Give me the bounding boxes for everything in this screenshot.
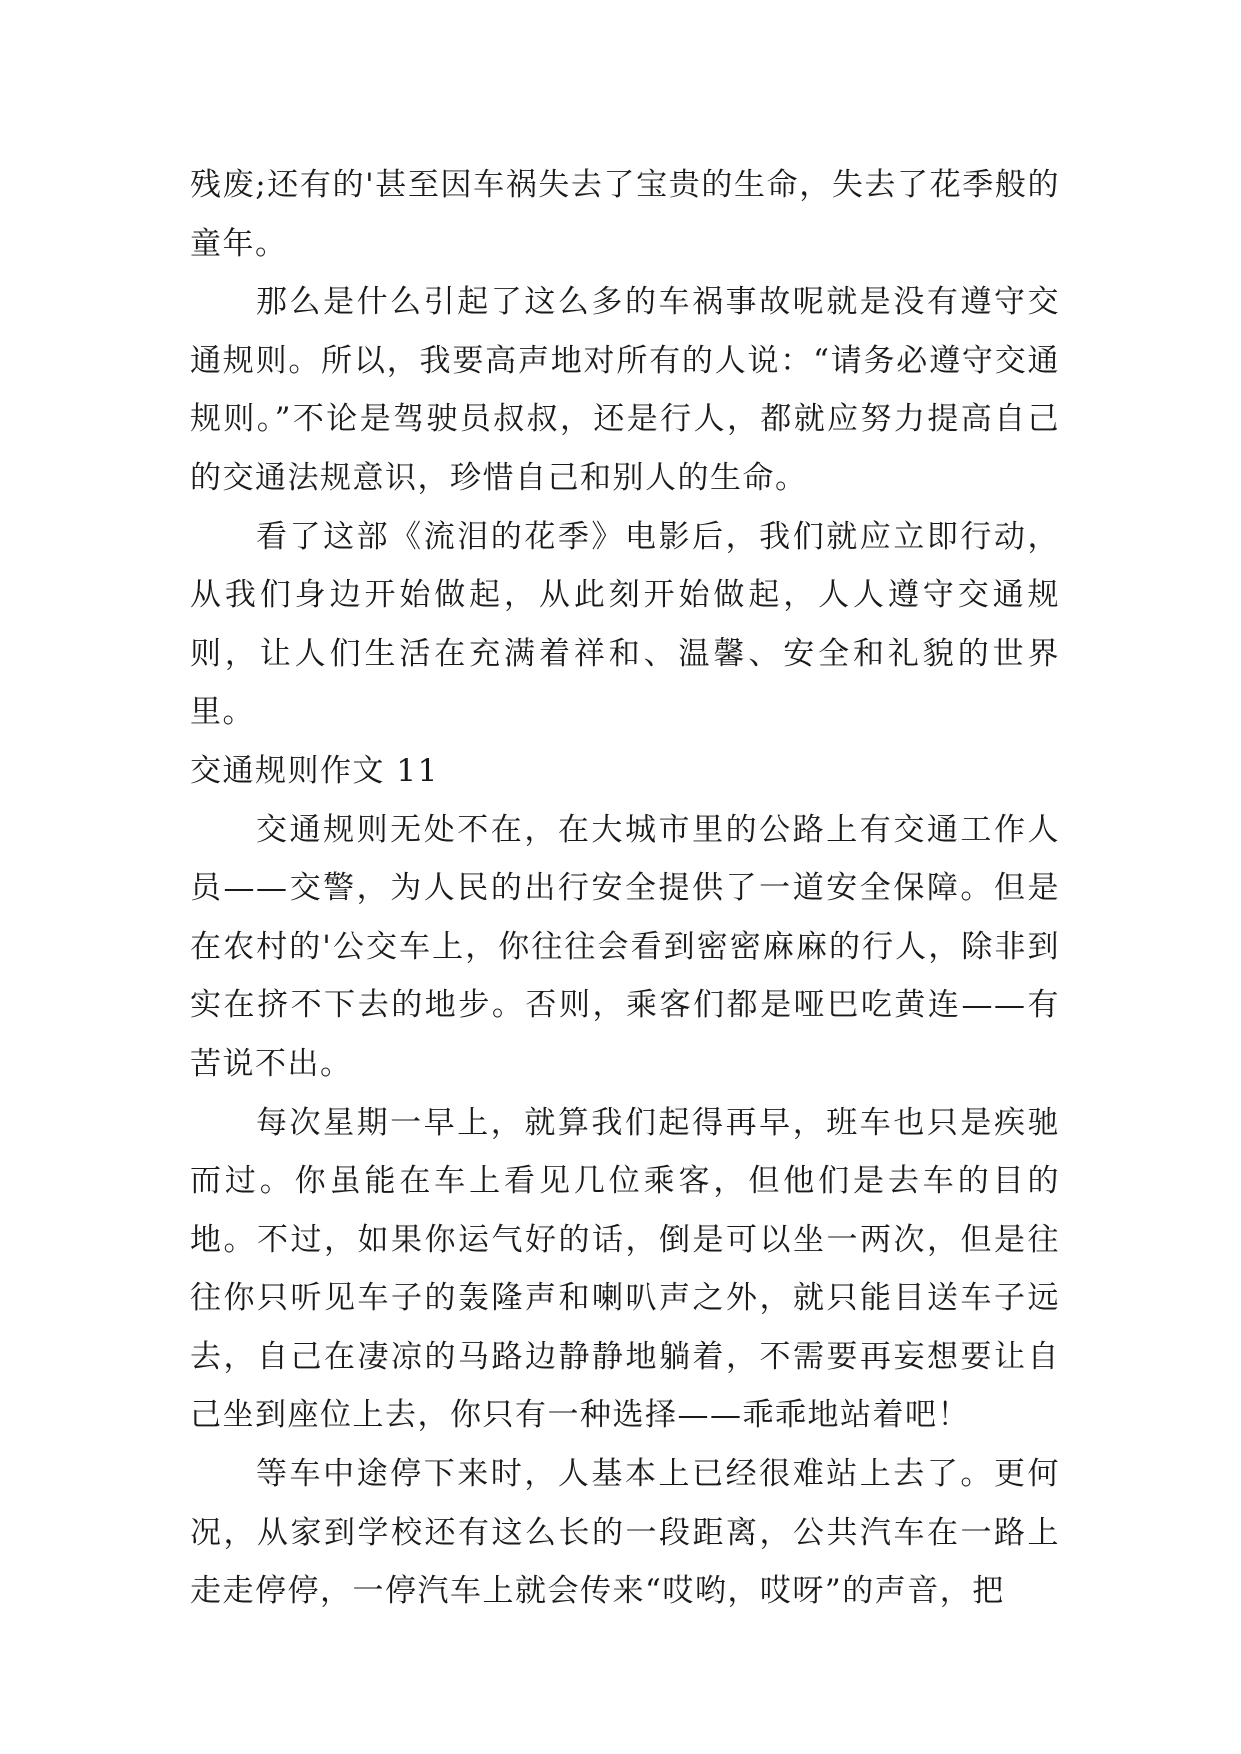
paragraph: 交通规则无处不在，在大城市里的公路上有交通工作人员——交警，为人民的出行安全提供了一道安全保障。但是在农村的'公交车上，你往往会看到密密麻麻的行人，除非到实在挤不下去的地步。否则，乘客们都是哑巴吃黄连——有苦说不出。 — [190, 811, 1060, 1082]
paragraph: 那么是什么引起了这么多的车祸事故呢就是没有遵守交通规则。所以，我要高声地对所有的人说：“请务必遵守交通规则。”不论是驾驶员叔叔，还是行人，都就应努力提高自己的交通法规意识，珍惜自己和别人的生命。 — [190, 284, 1060, 496]
paragraph: 等车中途停下来时，人基本上已经很难站上去了。更何况，从家到学校还有这么长的一段距离，公共汽车在一路上走走停停，一停汽车上就会传来“哎哟，哎呀”的声音，把 — [190, 1456, 1060, 1610]
paragraph: 每次星期一早上，就算我们起得再早，班车也只是疾驰而过。你虽能在车上看见几位乘客，但他们是去车的目的地。不过，如果你运气好的话，倒是可以坐一两次，但是往往你只听见车子的轰隆声和喇叭声之外，就只能目送车子远去，自己在凄凉的马路边静静地躺着，不需要再妄想要让自己坐到座位上去，你只有一种选择——乖乖地站着吧！ — [190, 1104, 1060, 1434]
paragraph: 残废;还有的'甚至因车祸失去了宝贵的生命，失去了花季般的童年。 — [190, 167, 1060, 262]
paragraph: 看了这部《流泪的花季》电影后，我们就应立即行动，从我们身边开始做起，从此刻开始做起，人人遵守交通规则，让人们生活在充满着祥和、温馨、安全和礼貌的世界里。 — [190, 518, 1060, 731]
section-title: 交通规则作文 11 — [190, 752, 439, 789]
document-body — [190, 156, 1060, 1621]
